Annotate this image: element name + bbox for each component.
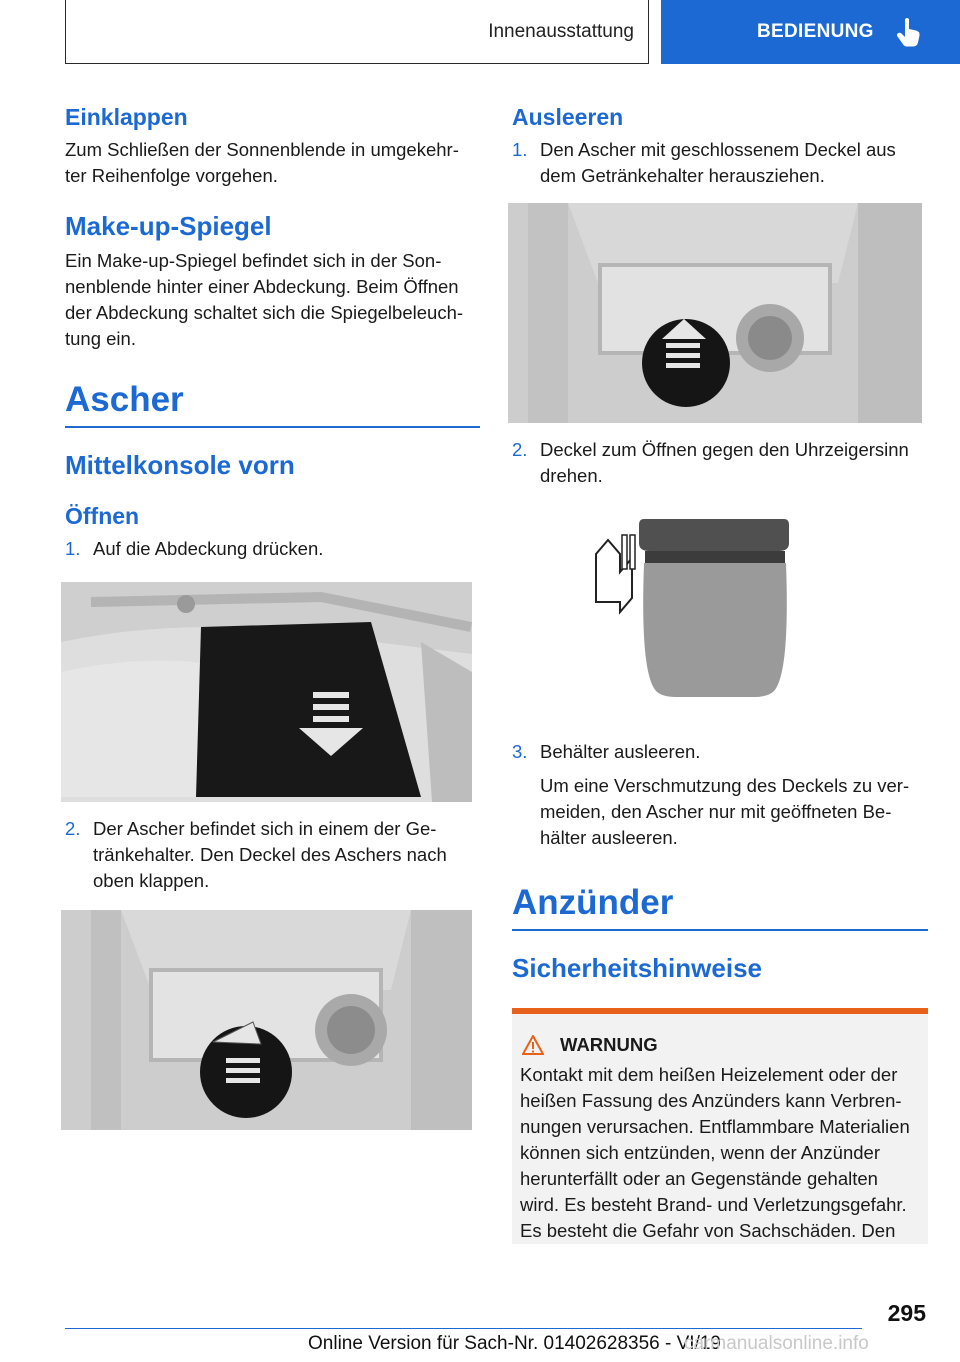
heading-ascher: Ascher	[65, 380, 480, 428]
console-cover-illustration	[61, 582, 472, 802]
warning-text: Kontakt mit dem heißen Heizelement oder der heißen Fassung des Anzünders kann Verbren-nungen verursachen. Entflammbare Materialien können sich entzünden, wenn der Anzünder herunterfällt oder an Gegenstände gehalten wird. Es besteht Brand- und Verletzungsgefahr. Es besteht die Gefahr von Sachschäden. Den	[520, 1064, 910, 1241]
console-cover-image	[61, 582, 472, 802]
remove-ashtray-illustration	[508, 203, 922, 423]
paragraph-make-up-spiegel: Ein Make-up-Spiegel befindet sich in der Son-nenblende hinter einer Abdeckung. Beim Öffnen der Abdeckung schaltet sich die Spiegelbeleuch-tung ein.	[65, 250, 464, 349]
ashtray-cupholder-illustration	[61, 910, 472, 1130]
step-item	[65, 816, 480, 894]
warning-title	[520, 1034, 920, 1056]
header-chapter-title: BEDIENUNG	[757, 21, 874, 42]
step-number: 2.	[65, 818, 81, 839]
step-number: 3.	[512, 741, 528, 762]
step-text: Behälter ausleeren.	[540, 741, 701, 762]
heading-make-up-spiegel: Make-up-Spiegel	[65, 211, 272, 241]
step-number: 1.	[65, 538, 81, 559]
step-text: Auf die Abdeckung drücken.	[93, 538, 324, 559]
heading-sicherheitshinweise: Sicherheitshinweise	[512, 953, 762, 983]
heading-mittelkonsole-vorn: Mittelkonsole vorn	[65, 450, 295, 480]
step-number: 1.	[512, 139, 528, 160]
watermark: carmanualsonline.info	[684, 1333, 869, 1354]
warning-title-text: WARNUNG	[560, 1034, 658, 1055]
step-item	[65, 536, 480, 562]
page-number: 295	[887, 1300, 926, 1326]
step-text: Deckel zum Öffnen gegen den Uhrzeigersinn drehen.	[540, 439, 909, 486]
pointing-hand-icon	[896, 17, 922, 47]
step-item	[512, 437, 928, 489]
left-column	[65, 100, 480, 1130]
step-text: Den Ascher mit geschlossenem Deckel aus dem Getränkehalter herausziehen.	[540, 139, 896, 186]
header-section-title: Innenausstattung	[488, 20, 634, 42]
step-item	[512, 739, 928, 765]
header-chapter-tab	[661, 0, 960, 64]
footer-online-version: Online Version für Sach-Nr. 01402628356 - VI/19	[308, 1333, 721, 1354]
right-column	[512, 100, 928, 1244]
heading-einklappen: Einklappen	[65, 104, 188, 130]
warning-triangle-icon	[522, 1035, 544, 1055]
ashtray-rotate-illustration	[592, 519, 832, 709]
heading-oeffnen: Öffnen	[65, 503, 140, 529]
heading-ausleeren: Ausleeren	[512, 104, 624, 130]
step-note: Um eine Verschmutzung des Deckels zu ver-meiden, den Ascher nur mit geöffneten Be-hälter ausleeren.	[540, 775, 910, 848]
ashtray-in-cupholder-image	[61, 910, 472, 1130]
step-number: 2.	[512, 439, 528, 460]
step-item	[512, 137, 928, 189]
warning-box	[512, 1008, 928, 1244]
paragraph-einklappen: Zum Schließen der Sonnenblende in umgekehr-ter Reihenfolge vorgehen.	[65, 139, 459, 186]
remove-ashtray-image	[508, 203, 922, 423]
step-text: Der Ascher befindet sich in einem der Ge-tränkehalter. Den Deckel des Aschers nach oben klappen.	[93, 818, 447, 891]
footer-divider	[65, 1328, 862, 1329]
header-section-box	[65, 0, 649, 64]
heading-anzuender: Anzünder	[512, 883, 928, 931]
